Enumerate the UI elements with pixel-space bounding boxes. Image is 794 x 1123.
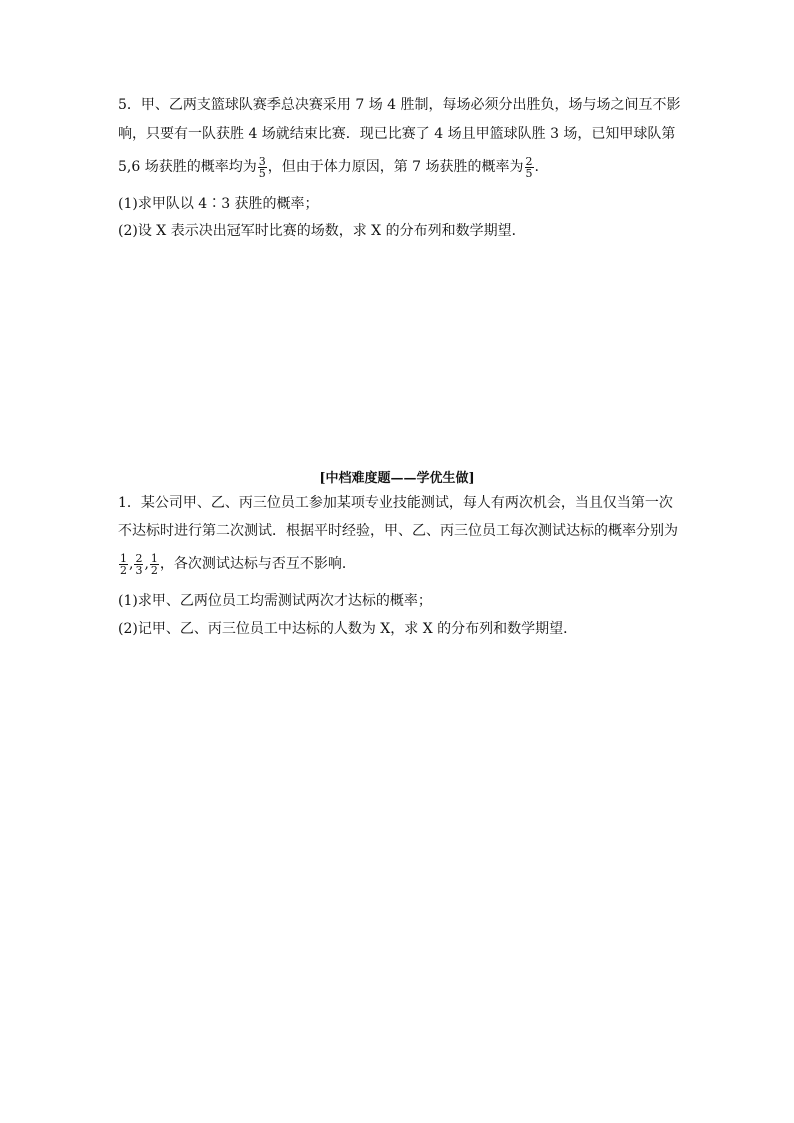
- problem1-question2: (2)记甲、乙、丙三位员工中达标的人数为 X，求 X 的分布列和数学期望．: [118, 621, 578, 637]
- fraction: [525, 156, 534, 179]
- problem1-line3-text: ，各次测试达标与否互不影响．: [159, 556, 356, 572]
- problem5-line3-text-b: ，但由于体力原因，第 7 场获胜的概率为: [267, 159, 524, 175]
- problem5-line1: 5．甲、乙两支篮球队赛季总决赛采用 7 场 4 胜制，每场必须分出胜负，场与场之间互不影: [118, 97, 681, 113]
- fraction-separator: ,: [144, 556, 149, 572]
- fraction: [119, 553, 128, 576]
- fraction-numerator: 2: [135, 551, 143, 565]
- fraction-numerator: 2: [525, 154, 533, 168]
- fraction-denominator: 5: [258, 166, 266, 180]
- fraction: [258, 156, 267, 179]
- problem1-line1: 1．某公司甲、乙、丙三位员工参加某项专业技能测试，每人有两次机会，当且仅当第一次: [118, 495, 673, 511]
- fraction-separator: ,: [129, 556, 134, 572]
- problem1-question1: (1)求甲、乙两位员工均需测试两次才达标的概率；: [118, 593, 432, 609]
- problem5-line3-text-a: 5,6 场获胜的概率均为: [118, 159, 257, 175]
- problem1-line3: [118, 550, 356, 578]
- fraction-denominator: 2: [150, 563, 158, 577]
- fraction: [134, 553, 143, 576]
- section-title: [中档难度题——学优生做]: [319, 471, 475, 486]
- problem5-question2: (2)设 X 表示决出冠军时比赛的场数，求 X 的分布列和数学期望．: [118, 223, 526, 239]
- problem5-question1: (1)求甲队以 4∶3 获胜的概率；: [118, 196, 319, 212]
- fraction-numerator: 3: [258, 154, 266, 168]
- fraction-numerator: 1: [150, 551, 158, 565]
- fraction-denominator: 2: [120, 563, 127, 577]
- fraction-numerator: 1: [120, 551, 127, 565]
- problem5-line3: [118, 153, 539, 181]
- fraction-denominator: 3: [135, 563, 143, 577]
- problem5-line2: 响，只要有一队获胜 4 场就结束比赛．现已比赛了 4 场且甲篮球队胜 3 场，已知甲球队第: [118, 126, 676, 142]
- fraction: [150, 553, 159, 576]
- problem1-line2: 不达标时进行第二次测试．根据平时经验，甲、乙、丙三位员工每次测试达标的概率分别为: [118, 523, 678, 539]
- problem5-line3-text-c: .: [534, 159, 539, 175]
- fraction-denominator: 5: [525, 166, 533, 180]
